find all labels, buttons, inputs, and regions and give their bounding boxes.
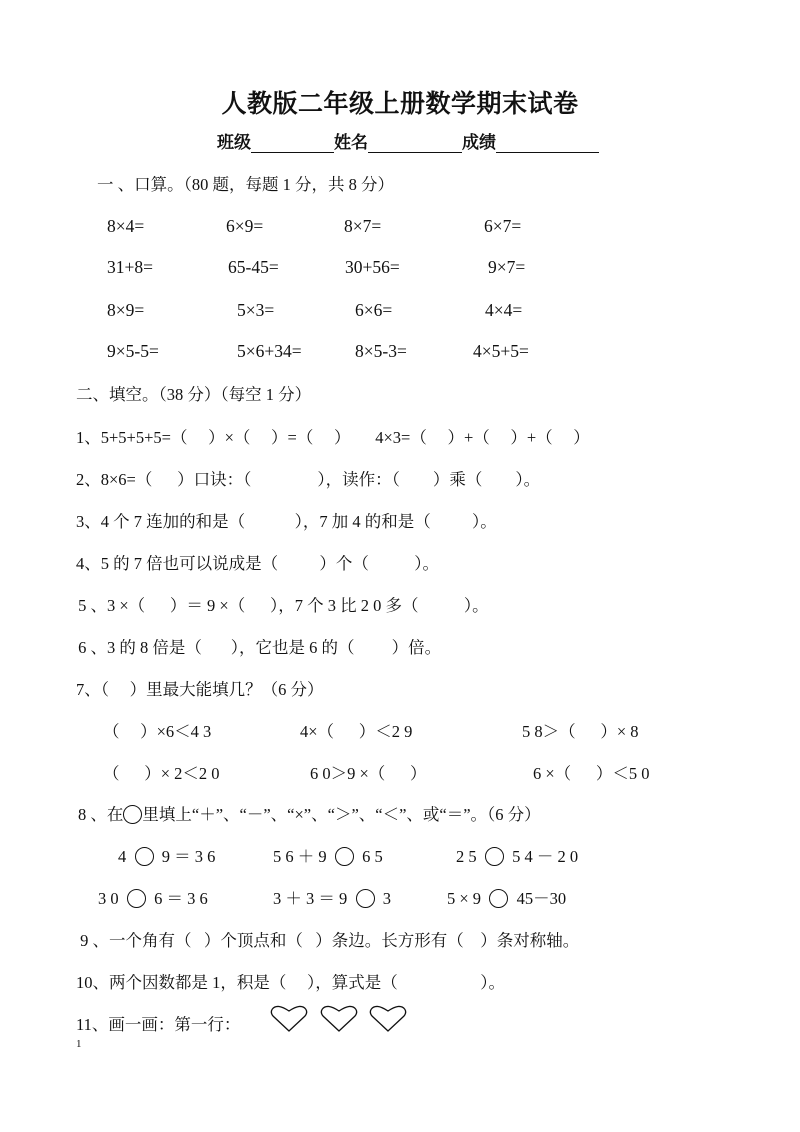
calc-item: 30+56= (345, 257, 400, 277)
score-label: 成绩 (462, 133, 496, 153)
calc-item: 8×4= (107, 216, 145, 236)
q7-item: 6 0＞9 ×（ ） (310, 764, 427, 783)
answer-circle[interactable] (135, 847, 154, 866)
q8-item: 2 5 5 4 － 2 0 (456, 847, 579, 866)
answer-circle[interactable] (356, 889, 375, 908)
answer-circle[interactable] (127, 889, 146, 908)
q7-item: （ ）× 2＜2 0 (103, 764, 220, 783)
answer-circle[interactable] (485, 847, 504, 866)
question-11: 11、画一画：第一行： (76, 1015, 241, 1034)
q8-item: 5 × 9 45－30 (447, 889, 567, 908)
calc-item: 6×9= (226, 216, 264, 236)
calc-item: 31+8= (107, 257, 153, 277)
heart-icon (320, 1005, 358, 1033)
calc-item: 8×7= (344, 216, 382, 236)
question-10: 10、两个因数都是 1，积是（ ），算式是（ ）。 (76, 973, 505, 992)
question-2: 2、8×6=（ ）口诀：（ ），读作：（ ）乘（ ）。 (76, 470, 541, 489)
question-6: 6 、3 的 8 倍是（ ），它也是 6 的（ ）倍。 (74, 638, 442, 657)
answer-circle[interactable] (489, 889, 508, 908)
q7-item: 6 ×（ ）＜5 0 (533, 764, 650, 783)
question-8-heading: 8 、在 里填上“＋”、“－”、“×”、“＞”、“＜”、或“＝”。（6 分） (78, 805, 541, 824)
name-field[interactable] (368, 134, 462, 153)
calc-item: 4×5+5= (473, 341, 529, 361)
page-number: 1 (76, 1038, 82, 1050)
question-9: 9 、一个角有（ ）个顶点和（ ）条边。长方形有（ ）条对称轴。 (76, 931, 580, 950)
question-4: 4、5 的 7 倍也可以说成是（ ）个（ ）。 (76, 554, 439, 573)
circle-icon (123, 805, 142, 824)
q7-item: （ ）×6＜4 3 (103, 722, 212, 741)
student-info-line (217, 128, 599, 153)
q8-item: 3 0 6 ＝ 3 6 (98, 889, 208, 908)
calc-item: 6×7= (484, 216, 522, 236)
q8-item: 5 6 ＋ 9 6 5 (273, 847, 383, 866)
class-label: 班级 (217, 133, 251, 153)
calc-item: 9×5-5= (107, 341, 159, 361)
calc-item: 8×9= (107, 300, 145, 320)
heart-icon (270, 1005, 308, 1033)
calc-item: 8×5-3= (355, 341, 407, 361)
class-field[interactable] (251, 134, 334, 153)
score-field[interactable] (496, 134, 599, 153)
calc-item: 6×6= (355, 300, 393, 320)
name-label: 姓名 (334, 133, 368, 153)
q7-item: 4×（ ）＜2 9 (300, 722, 413, 741)
calc-item: 5×3= (237, 300, 275, 320)
section1-heading: 一 、口算。（80 题，每题 1 分，共 8 分） (97, 175, 394, 194)
question-1: 1、5+5+5+5=（ ）×（ ）=（ ） 4×3=（ ）+（ ）+（ ） (76, 428, 590, 447)
calc-item: 5×6+34= (237, 341, 302, 361)
calc-item: 65-45= (228, 257, 279, 277)
question-5: 5 、3 ×（ ）＝ 9 ×（ ），7 个 3 比 2 0 多（ ）。 (74, 596, 489, 615)
calc-item: 9×7= (488, 257, 526, 277)
q7-item: 5 8＞（ ）× 8 (522, 722, 639, 741)
question-3: 3、4 个 7 连加的和是（ ），7 加 4 的和是（ ）。 (76, 512, 497, 531)
calc-item: 4×4= (485, 300, 523, 320)
section2-heading: 二、填空。（38 分）（每空 1 分） (76, 385, 312, 404)
page-title: 人教版二年级上册数学期末试卷 (221, 89, 579, 118)
answer-circle[interactable] (335, 847, 354, 866)
q8-item: 4 9 ＝ 3 6 (118, 847, 216, 866)
question-7-heading: 7、（ ）里最大能填几？（6 分） (76, 680, 324, 699)
heart-icon (369, 1005, 407, 1033)
q8-item: 3 ＋ 3 ＝ 9 3 (273, 889, 391, 908)
